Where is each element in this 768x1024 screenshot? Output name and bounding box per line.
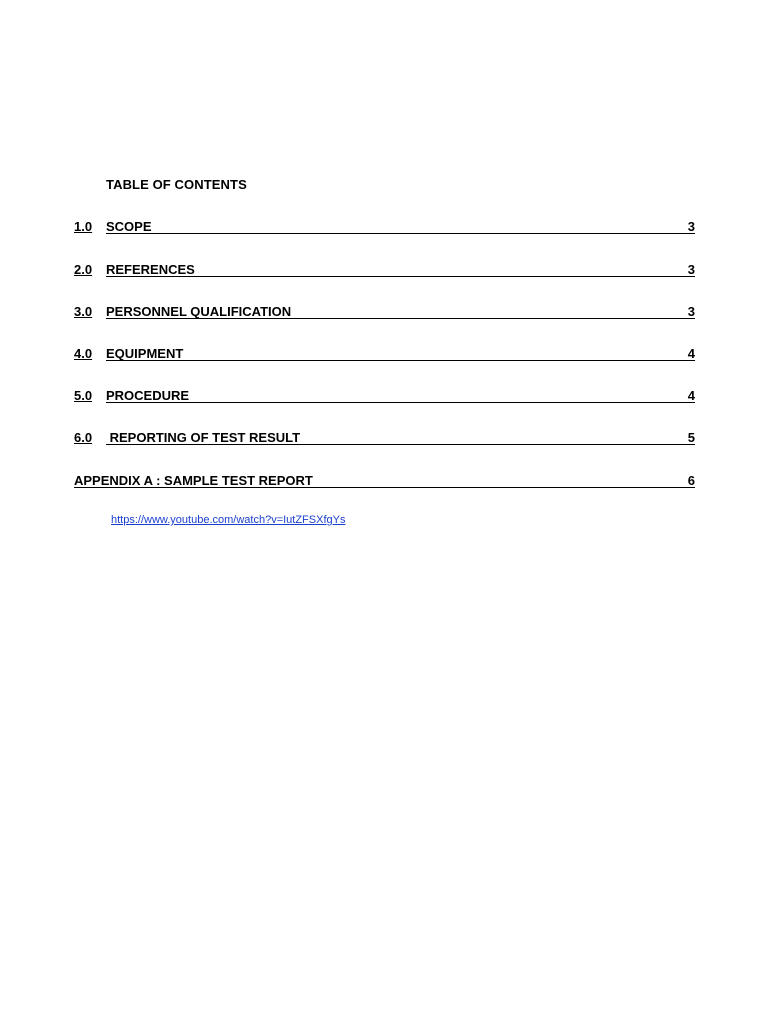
toc-entry-page: 6: [687, 473, 695, 488]
toc-entry-label: EQUIPMENT: [106, 346, 184, 361]
toc-entry-leader: [74, 473, 695, 488]
toc-entry-procedure[interactable]: [74, 388, 695, 406]
toc-entry-number: 5.0: [74, 388, 93, 403]
toc-entry-page: 3: [687, 219, 695, 234]
toc-entry-number: 6.0: [74, 430, 93, 445]
toc-entry-page: 3: [687, 304, 695, 319]
toc-entry-leader: [106, 346, 695, 361]
toc-title: TABLE OF CONTENTS: [106, 177, 247, 192]
toc-entry-page: 4: [687, 388, 695, 403]
toc-entry-label: REPORTING OF TEST RESULT: [106, 430, 301, 445]
toc-entry-leader: [106, 219, 695, 234]
toc-entry-label: PERSONNEL QUALIFICATION: [106, 304, 292, 319]
toc-entry-equipment[interactable]: [74, 346, 695, 364]
toc-entry-reporting[interactable]: [74, 430, 695, 448]
toc-entry-scope[interactable]: [74, 219, 695, 237]
toc-entry-number: 2.0: [74, 262, 93, 277]
toc-entry-number: 4.0: [74, 346, 93, 361]
toc-entry-label: REFERENCES: [106, 262, 195, 277]
toc-entry-page: 4: [687, 346, 695, 361]
toc-entry-leader: [106, 430, 695, 445]
toc-entry-leader: [106, 262, 695, 277]
toc-entry-references[interactable]: [74, 262, 695, 280]
toc-entry-appendix-a[interactable]: [74, 473, 695, 491]
toc-entry-label: SCOPE: [106, 219, 152, 234]
toc-entry-page: 5: [687, 430, 695, 445]
toc-entry-number: 3.0: [74, 304, 93, 319]
toc-entry-label: APPENDIX A : SAMPLE TEST REPORT: [74, 473, 313, 488]
toc-entry-number: 1.0: [74, 219, 93, 234]
toc-entry-leader: [106, 388, 695, 403]
toc-entry-personnel-qualification[interactable]: [74, 304, 695, 322]
toc-entry-label: PROCEDURE: [106, 388, 190, 403]
toc-entry-page: 3: [687, 262, 695, 277]
youtube-link[interactable]: https://www.youtube.com/watch?v=IutZFSXfgYs: [111, 514, 346, 526]
toc-entry-leader: [106, 304, 695, 319]
